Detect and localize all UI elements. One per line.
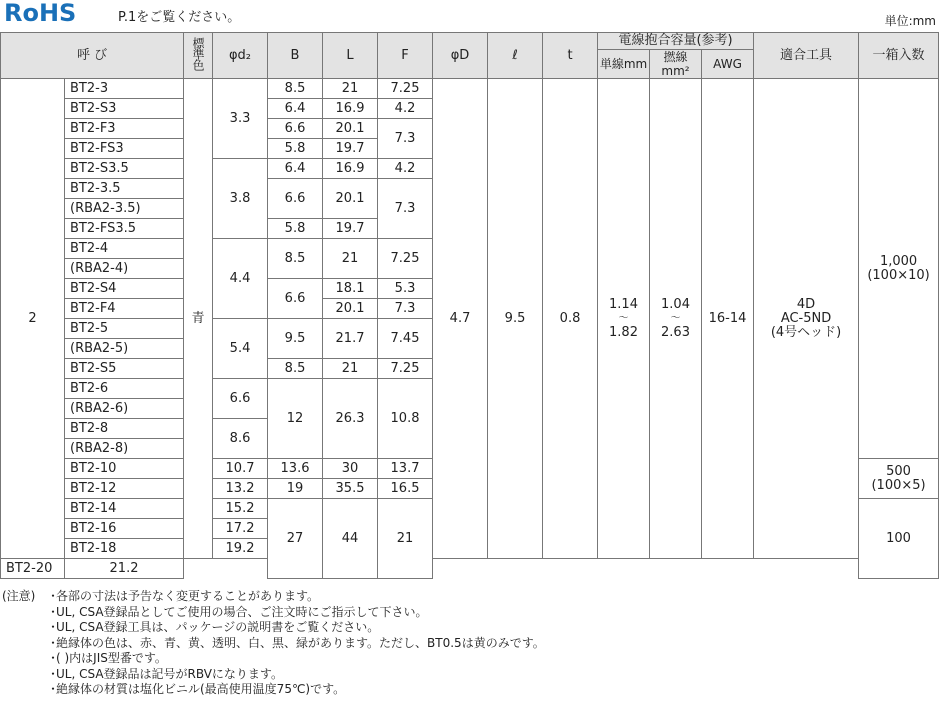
single-wire-cell: 1.14 ～ 1.82 [598,79,650,559]
header-single-wire: 単線mm [598,50,650,79]
f-cell: 7.3 [378,119,433,159]
table-row-name: BT2-F3 [65,119,184,139]
note-item: ･絶縁体の材質は塩化ビニル(最高使用温度75℃)です。 [50,682,346,696]
d2-cell: 19.2 [213,539,268,559]
notes-list [0,589,545,698]
spec-table [0,32,939,579]
header-phid: φD [433,33,488,79]
f-cell: 5.3 [378,279,433,299]
table-row-name: BT2-S3 [65,99,184,119]
d2-cell: 13.2 [213,479,268,499]
reference-note: P.1をご覧ください。 [118,10,241,25]
qty-cell-100: 100 [859,499,939,579]
table-row-name-sub: (RBA2-3.5) [65,199,184,219]
l-cell: 20.1 [323,119,378,139]
header-ell: ℓ [488,33,543,79]
header-l: L [323,33,378,79]
table-row-name: BT2-F4 [65,299,184,319]
header-d2: φd₂ [213,33,268,79]
table-row-name: BT2-3 [65,79,184,99]
f-cell: 7.3 [378,179,433,239]
f-cell: 7.3 [378,299,433,319]
table-row-name: BT2-20 [1,559,65,579]
d2-cell: 15.2 [213,499,268,519]
l-cell: 20.1 [323,179,378,219]
f-cell: 4.2 [378,159,433,179]
color-cell: 青 [184,79,213,559]
rohs-logo: RoHS [4,0,77,27]
ell-cell: 9.5 [488,79,543,559]
f-cell: 16.5 [378,479,433,499]
table-row-name: BT2-12 [65,479,184,499]
b-cell: 8.5 [268,79,323,99]
table-row-name: BT2-14 [65,499,184,519]
header-wire-capacity: 電線抱合容量(参考) [598,33,754,50]
table-row-name: BT2-S3.5 [65,159,184,179]
qty-cell-1000: 1,000 (100×10) [859,79,939,459]
d2-cell: 10.7 [213,459,268,479]
table-row-name: BT2-18 [65,539,184,559]
f-cell: 10.8 [378,379,433,459]
b-cell: 5.8 [268,139,323,159]
note-item: ･UL, CSA登録品は記号がRBVになります。 [50,666,283,681]
b-cell: 5.8 [268,219,323,239]
d2-cell: 3.3 [213,79,268,159]
f-cell: 4.2 [378,99,433,119]
note-item: ･UL, CSA登録工具は、パッケージの説明書をご覧ください。 [50,620,380,634]
f-cell: 7.45 [378,319,433,359]
header-tool: 適合工具 [754,33,859,79]
b-cell: 19 [268,479,323,499]
d2-cell: 4.4 [213,239,268,319]
header-t: t [543,33,598,79]
d2-cell: 5.4 [213,319,268,379]
b-cell: 8.5 [268,239,323,279]
header-stranded-wire: 撚線mm² [650,50,702,79]
table-row-name-sub: (RBA2-8) [65,439,184,459]
size-cell: 2 [1,79,65,559]
b-cell: 8.5 [268,359,323,379]
header-b: B [268,33,323,79]
notes-section [0,589,545,698]
table-row-name: BT2-FS3 [65,139,184,159]
f-cell: 7.25 [378,359,433,379]
f-cell: 13.7 [378,459,433,479]
f-cell: 7.25 [378,239,433,279]
table-row-name: BT2-6 [65,379,184,399]
b-cell: 9.5 [268,319,323,359]
l-cell: 18.1 [323,279,378,299]
table-row-name: BT2-3.5 [65,179,184,199]
notes-label: (注意) [2,589,36,603]
b-cell: 6.6 [268,179,323,219]
awg-cell: 16-14 [702,79,754,559]
stranded-wire-cell: 1.04 ～ 2.63 [650,79,702,559]
header-awg: AWG [702,50,754,79]
d2-cell: 3.8 [213,159,268,239]
table-row-name: BT2-5 [65,319,184,339]
b-cell: 6.4 [268,99,323,119]
b-cell: 6.6 [268,279,323,319]
header-name: 呼 び [1,33,184,79]
note-item: ･絶縁体の色は、赤、青、黄、透明、白、黒、緑があります。ただし、BT0.5は黄のみです。 [50,635,545,650]
l-cell: 26.3 [323,379,378,459]
l-cell: 21 [323,239,378,279]
table-row-name: BT2-10 [65,459,184,479]
table-row-name-sub: (RBA2-6) [65,399,184,419]
f-cell: 21 [378,499,433,579]
b-cell: 13.6 [268,459,323,479]
d2-cell: 8.6 [213,419,268,459]
header-standard-color: 標準色 [184,33,213,79]
header-qty: 一箱入数 [859,33,939,79]
l-cell: 20.1 [323,299,378,319]
table-row-name: BT2-4 [65,239,184,259]
b-cell: 6.4 [268,159,323,179]
tool-cell: 4D AC-5ND (4号ヘッド) [754,79,859,559]
l-cell: 16.9 [323,99,378,119]
unit-label: 単位:mm [884,14,936,28]
d2-cell: 6.6 [213,379,268,419]
table-row-name-sub: (RBA2-4) [65,259,184,279]
d2-cell: 21.2 [65,559,184,579]
b-cell: 12 [268,379,323,459]
d2-cell: 17.2 [213,519,268,539]
b-cell: 6.6 [268,119,323,139]
table-row-name: BT2-S4 [65,279,184,299]
l-cell: 21 [323,79,378,99]
table-row-name: BT2-FS3.5 [65,219,184,239]
top-bar [0,0,940,30]
l-cell: 30 [323,459,378,479]
b-cell: 27 [268,499,323,579]
table-row-name: BT2-8 [65,419,184,439]
l-cell: 19.7 [323,219,378,239]
note-item: ･UL, CSA登録品としてご使用の場合、ご注文時にご指示して下さい。 [50,604,428,619]
l-cell: 21.7 [323,319,378,359]
note-item: ･各部の寸法は予告なく変更することがあります。 [50,589,320,603]
qty-cell-500: 500 (100×5) [859,459,939,499]
table-row-name-sub: (RBA2-5) [65,339,184,359]
t-cell: 0.8 [543,79,598,559]
f-cell: 7.25 [378,79,433,99]
l-cell: 21 [323,359,378,379]
l-cell: 16.9 [323,159,378,179]
l-cell: 44 [323,499,378,579]
table-row-name: BT2-S5 [65,359,184,379]
table-row-name: BT2-16 [65,519,184,539]
l-cell: 35.5 [323,479,378,499]
l-cell: 19.7 [323,139,378,159]
header-f: F [378,33,433,79]
phid-cell: 4.7 [433,79,488,559]
note-item: ･( )内はJIS型番です。 [50,651,167,665]
